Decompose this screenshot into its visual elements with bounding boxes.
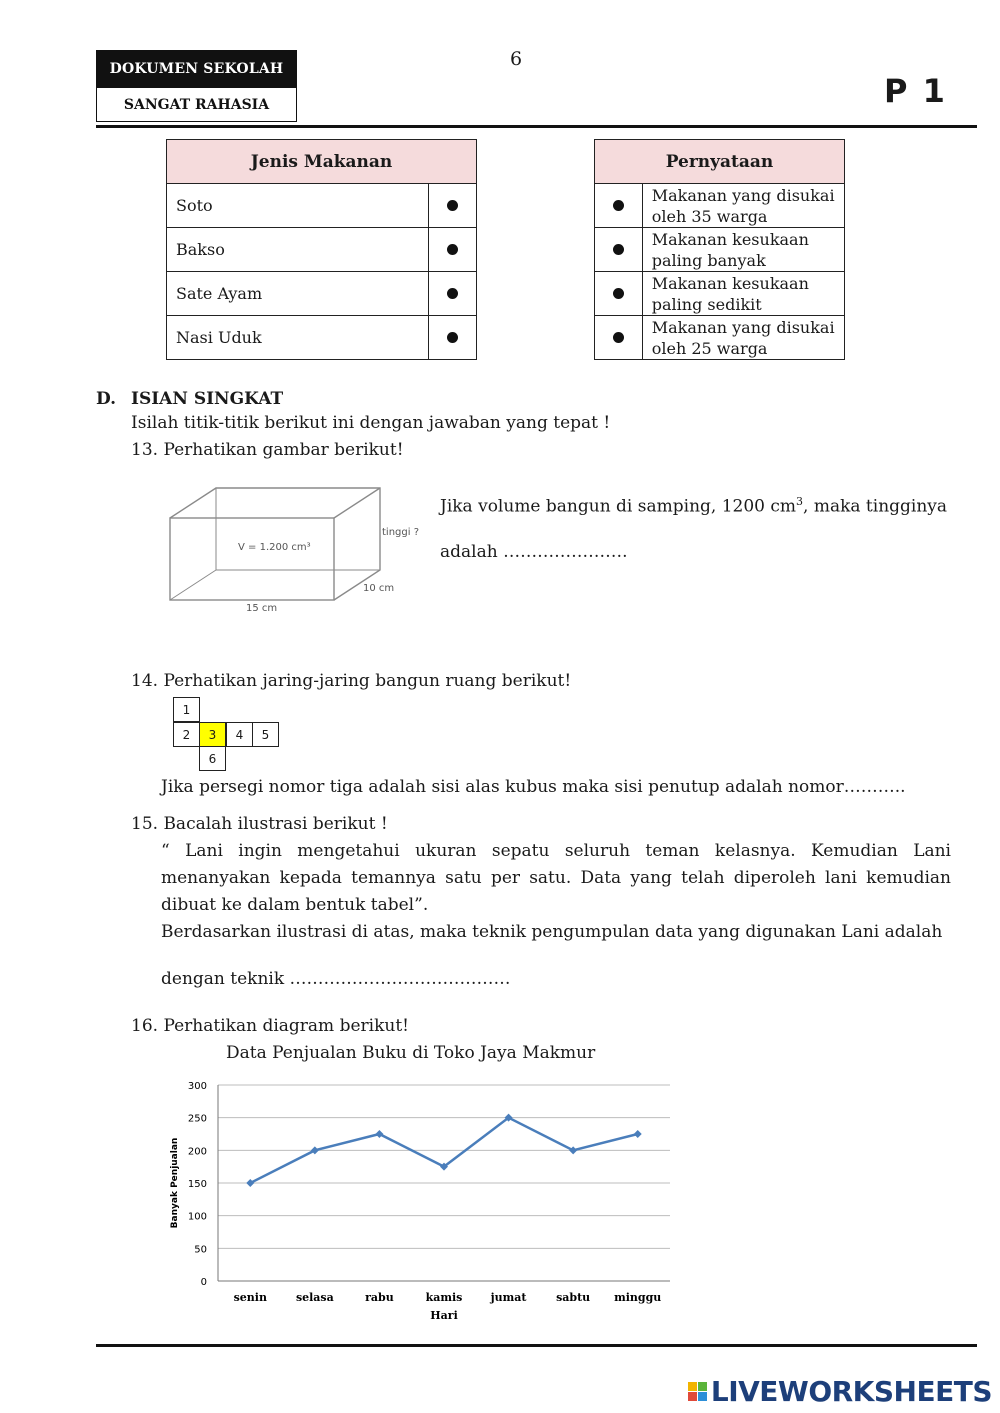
page-number: 6 [510,48,523,70]
q15-quote: “ Lani ingin mengetahui ukuran sepatu seluruh teman kelasnya. Kemudian Lani menanyakan kepada temannya satu per satu. Data yang telah diperoleh lani kemudian dibuat ke dalam bentuk tabel”. [161,841,951,915]
dot-icon [613,244,624,255]
statement-item: Makanan yang disukai oleh 35 warga [642,184,844,228]
y-tick-label: 150 [187,1179,207,1190]
table-row [595,184,845,228]
x-tick-labels [234,1291,662,1304]
q15-question: Berdasarkan ilustrasi di atas, maka teknik pengumpulan data yang digunakan Lani adalah [161,922,943,942]
dot-icon [447,288,458,299]
q13-answer-line: adalah …………………. [440,542,628,562]
match-dot[interactable] [429,316,477,360]
table-row [595,316,845,360]
y-tick-label: 100 [187,1211,207,1223]
liveworksheets-logo [688,1375,992,1408]
y-tick-label: 0 [200,1277,207,1288]
paket-label: P 1 [884,72,947,110]
y-tick-label: 250 [187,1113,207,1125]
q16-prompt: 16. Perhatikan diagram berikut! [131,1016,409,1036]
match-dot[interactable] [429,272,477,316]
statement-item: Makanan yang disukai oleh 25 warga [642,316,844,360]
x-tick-label: rabu [365,1291,394,1304]
table-row [595,272,845,316]
secret-label: SANGAT RAHASIA [97,87,296,121]
chart-title: Data Penjualan Buku di Toko Jaya Makmur [226,1043,596,1063]
q15-answer-line: dengan teknik ………………………………… [161,969,511,989]
net-square-4: 4 [226,722,253,747]
table-row [167,272,477,316]
dot-icon [447,200,458,211]
table-row [167,316,477,360]
y-tick-label: 200 [187,1146,207,1158]
chart-grid [218,1085,670,1281]
match-dot[interactable] [595,316,643,360]
dot-icon [613,288,624,299]
cuboid-figure [160,480,435,620]
dot-icon [613,200,624,211]
table-row [167,228,477,272]
q13-prompt: 13. Perhatikan gambar berikut! [131,440,404,460]
q14-question: Jika persegi nomor tiga adalah sisi alas kubus maka sisi penutup adalah nomor……….. [161,777,906,797]
document-label-box [96,50,297,122]
match-dot[interactable] [429,184,477,228]
q13-text: Jika volume bangun di samping, 1200 $cm^3$, maka tingginya [440,495,948,517]
q14-prompt: 14. Perhatikan jaring-jaring bangun ruang berikut! [131,671,572,691]
header-rule [96,125,977,128]
x-tick-label: sabtu [556,1291,591,1304]
fig-volume: V = 1.200 cm³ [238,542,311,553]
food-table-header: Jenis Makanan [167,140,477,184]
x-tick-label: selasa [295,1291,334,1304]
food-item: Bakso [167,228,429,272]
food-item: Nasi Uduk [167,316,429,360]
x-tick-label: kamis [425,1291,463,1304]
line-chart [160,1072,680,1334]
dot-icon [447,332,458,343]
cuboid-hidden-edge [170,570,216,600]
dot-icon [447,244,458,255]
statement-item: Makanan kesukaan paling banyak [642,228,844,272]
net-square-1: 1 [173,697,200,722]
match-dot[interactable] [595,228,643,272]
dot-icon [613,332,624,343]
statement-table-header: Pernyataan [595,140,845,184]
data-point [634,1130,642,1138]
section-instruction: Isilah titik-titik berikut ini dengan jawaban yang tepat ! [131,413,611,433]
x-tick-label: jumat [490,1291,527,1304]
fig-length: 15 cm [246,603,278,614]
statement-item: Makanan kesukaan paling sedikit [642,272,844,316]
cuboid-front-face [170,518,334,600]
net-square-3: 3 [199,722,226,747]
net-square-2: 2 [173,722,200,747]
food-table [166,139,477,360]
q15-prompt: 15. Bacalah ilustrasi berikut ! [131,814,388,834]
section-title: ISIAN SINGKAT [131,389,284,409]
doc-label: DOKUMEN SEKOLAH [97,51,296,87]
match-dot[interactable] [595,272,643,316]
statement-table [594,139,845,360]
net-square-6: 6 [199,746,226,771]
food-item: Sate Ayam [167,272,429,316]
logo-text: LIVEWORKSHEETS [710,1375,992,1408]
section-letter: D. [96,389,117,409]
y-tick-label: 300 [187,1081,207,1092]
y-tick-labels [188,1081,207,1288]
net-square-5: 5 [252,722,279,747]
table-row [167,184,477,228]
cuboid-edge [334,488,380,518]
logo-icon [688,1382,707,1401]
food-item: Soto [167,184,429,228]
match-dot[interactable] [595,184,643,228]
x-tick-label: minggu [614,1291,662,1304]
match-dot[interactable] [429,228,477,272]
x-axis-label: Hari [430,1309,458,1322]
fig-height: tinggi ? [382,527,419,538]
y-tick-label: 50 [194,1244,207,1256]
table-row [595,228,845,272]
fig-depth: 10 cm [363,583,395,594]
footer-rule [96,1344,977,1347]
y-axis-label: Banyak Penjualan [170,1137,180,1229]
x-tick-label: senin [233,1291,267,1304]
